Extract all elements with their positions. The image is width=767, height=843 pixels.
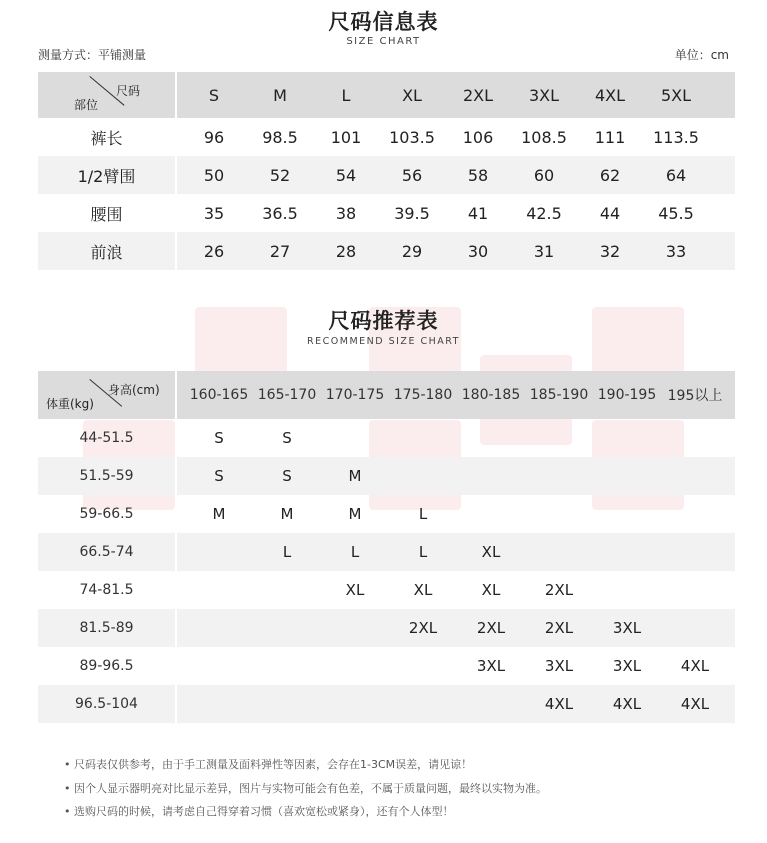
size-row-waist (38, 194, 735, 232)
size-cell (321, 609, 389, 647)
size-chart-title: 尺码信息表 (328, 10, 439, 34)
size-cell: 4XL (680, 695, 710, 713)
height-header-row (38, 371, 735, 419)
size-cell: 2XL (544, 581, 574, 599)
unit-label: 单位：cm (674, 48, 729, 62)
recommend-row (38, 495, 735, 533)
size-cell (661, 419, 729, 457)
size-cell (253, 609, 321, 647)
size-cell: 60 (533, 165, 555, 185)
corner-size-label: 尺码 (116, 84, 141, 98)
size-cell: 3XL (544, 657, 574, 675)
size-cell (661, 609, 729, 647)
size-cell (525, 457, 593, 495)
size-header-s: S (208, 85, 220, 105)
size-cell: 50 (203, 165, 225, 185)
size-cell: 38 (335, 203, 357, 223)
height-header: 160-165 (189, 387, 249, 403)
measure-method: 测量方式：平铺测量 (38, 48, 147, 62)
size-cell (457, 685, 525, 723)
note-color-difference: • 因个人显示器明亮对比显示差异，图片与实物可能会有色差，不属于质量问题，最终以实物为准。 (64, 782, 547, 795)
size-cell: 3XL (612, 657, 642, 675)
size-cell (185, 533, 253, 571)
size-cell: L (350, 543, 360, 561)
size-header-xl: XL (402, 85, 422, 105)
note-measurement-error: • 尺码表仅供参考，由于手工测量及面料弹性等因素，会存在1-3CM误差，请见谅！ (64, 758, 473, 771)
size-cell: 2XL (544, 619, 574, 637)
height-header: 170-175 (325, 387, 385, 403)
size-corner-cell (38, 72, 175, 118)
size-cell: 39.5 (394, 203, 430, 223)
corner-part-label: 部位 (74, 98, 99, 112)
weight-label: 96.5-104 (75, 696, 138, 712)
size-cell: 2XL (476, 619, 506, 637)
size-header-5xl: 5XL (660, 85, 692, 105)
recommend-row (38, 647, 735, 685)
size-cell (389, 647, 457, 685)
size-cell: M (348, 467, 362, 485)
height-header: 165-170 (257, 387, 317, 403)
size-cell: 103.5 (389, 127, 435, 147)
weight-label: 59-66.5 (79, 506, 134, 522)
size-cell: XL (345, 581, 365, 599)
size-cell: 98.5 (262, 127, 298, 147)
size-cell: 33 (665, 241, 687, 261)
weight-label: 51.5-59 (79, 468, 134, 484)
size-cell: 29 (401, 241, 423, 261)
weight-label: 89-96.5 (79, 658, 134, 674)
size-cell: L (282, 543, 292, 561)
size-cell: 41 (467, 203, 489, 223)
height-header: 195以上 (667, 388, 723, 404)
recommend-row (38, 457, 735, 495)
size-cell: XL (481, 543, 501, 561)
note-size-advice: • 选购尺码的时候，请考虑自己得穿着习惯（喜欢宽松或紧身），还有个人体型！ (64, 805, 454, 818)
size-cell: 30 (467, 241, 489, 261)
size-cell: 44 (599, 203, 621, 223)
size-cell (661, 495, 729, 533)
corner-height-label: 身高(cm) (108, 383, 160, 397)
recommend-row (38, 609, 735, 647)
size-header-l: L (341, 85, 351, 105)
size-chart-table (38, 72, 735, 270)
height-header: 175-180 (393, 387, 453, 403)
weight-label: 44-51.5 (79, 430, 134, 446)
size-cell: 26 (203, 241, 225, 261)
size-cell (661, 533, 729, 571)
size-cell: 54 (335, 165, 357, 185)
size-cell: 62 (599, 165, 621, 185)
size-cell: S (282, 429, 292, 447)
size-cell: 2XL (408, 619, 438, 637)
size-cell (321, 647, 389, 685)
size-cell: XL (481, 581, 501, 599)
size-cell: M (212, 505, 226, 523)
recommend-chart-title: 尺码推荐表 (328, 309, 439, 333)
size-cell (321, 685, 389, 723)
row-label: 1/2臂围 (77, 166, 136, 186)
size-cell: 3XL (612, 619, 642, 637)
size-cell: 4XL (680, 657, 710, 675)
size-cell: 28 (335, 241, 357, 261)
weight-label: 74-81.5 (79, 582, 134, 598)
recommend-corner-cell (38, 371, 175, 419)
size-cell (253, 571, 321, 609)
size-cell: 52 (269, 165, 291, 185)
size-cell (457, 457, 525, 495)
size-cell: 108.5 (521, 127, 567, 147)
size-header-2xl: 2XL (462, 85, 494, 105)
corner-weight-label: 体重(kg) (46, 397, 94, 411)
size-cell: 45.5 (658, 203, 694, 223)
size-cell (321, 419, 389, 457)
height-header: 180-185 (461, 387, 521, 403)
row-label: 前浪 (90, 242, 123, 262)
size-cell (253, 685, 321, 723)
size-chart-subtitle: SIZE CHART (346, 36, 421, 47)
row-label: 腰围 (90, 204, 123, 224)
size-cell (185, 647, 253, 685)
size-cell: 35 (203, 203, 225, 223)
size-cell (185, 685, 253, 723)
size-cell (457, 419, 525, 457)
size-header-m: M (273, 85, 287, 105)
height-header: 190-195 (597, 387, 657, 403)
size-cell (661, 571, 729, 609)
size-cell (253, 647, 321, 685)
size-cell (593, 533, 661, 571)
size-header-4xl: 4XL (594, 85, 626, 105)
size-cell: 58 (467, 165, 489, 185)
size-header-3xl: 3XL (528, 85, 560, 105)
recommend-chart-table (38, 371, 735, 723)
size-row-front-rise (38, 232, 735, 270)
size-cell: 56 (401, 165, 423, 185)
size-cell (525, 495, 593, 533)
size-cell (457, 495, 525, 533)
weight-label: 66.5-74 (79, 544, 134, 560)
size-cell (593, 457, 661, 495)
size-cell: 113.5 (653, 127, 699, 147)
size-cell: 4XL (612, 695, 642, 713)
size-cell: 96 (203, 127, 225, 147)
size-cell (389, 457, 457, 495)
size-cell: L (418, 543, 428, 561)
size-cell: 32 (599, 241, 621, 261)
size-cell: 64 (665, 165, 687, 185)
size-cell (525, 533, 593, 571)
size-cell: 101 (330, 127, 362, 147)
size-cell (389, 419, 457, 457)
size-cell (389, 685, 457, 723)
size-cell (593, 571, 661, 609)
size-cell (593, 495, 661, 533)
size-cell (593, 419, 661, 457)
size-header-row (38, 72, 735, 118)
recommend-row (38, 533, 735, 571)
size-cell: S (282, 467, 292, 485)
weight-label: 81.5-89 (79, 620, 134, 636)
size-row-half-arm (38, 156, 735, 194)
size-cell: XL (413, 581, 433, 599)
size-row-pants-length (38, 118, 735, 156)
size-cell: M (280, 505, 294, 523)
size-cell (185, 571, 253, 609)
recommend-row (38, 571, 735, 609)
size-cell: 4XL (544, 695, 574, 713)
size-cell: S (214, 467, 224, 485)
size-cell: S (214, 429, 224, 447)
recommend-row (38, 685, 735, 723)
size-cell (661, 457, 729, 495)
size-cell: 31 (533, 241, 555, 261)
size-cell: 27 (269, 241, 291, 261)
size-cell: 106 (462, 127, 494, 147)
size-cell: 3XL (476, 657, 506, 675)
recommend-row (38, 419, 735, 457)
recommend-chart-subtitle: RECOMMEND SIZE CHART (307, 336, 460, 347)
height-header: 185-190 (529, 387, 589, 403)
size-cell: M (348, 505, 362, 523)
size-cell: L (418, 505, 428, 523)
row-label: 裤长 (90, 128, 123, 148)
size-cell: 111 (594, 127, 626, 147)
size-cell: 36.5 (262, 203, 298, 223)
size-cell: 42.5 (526, 203, 562, 223)
size-cell (525, 419, 593, 457)
size-cell (185, 609, 253, 647)
